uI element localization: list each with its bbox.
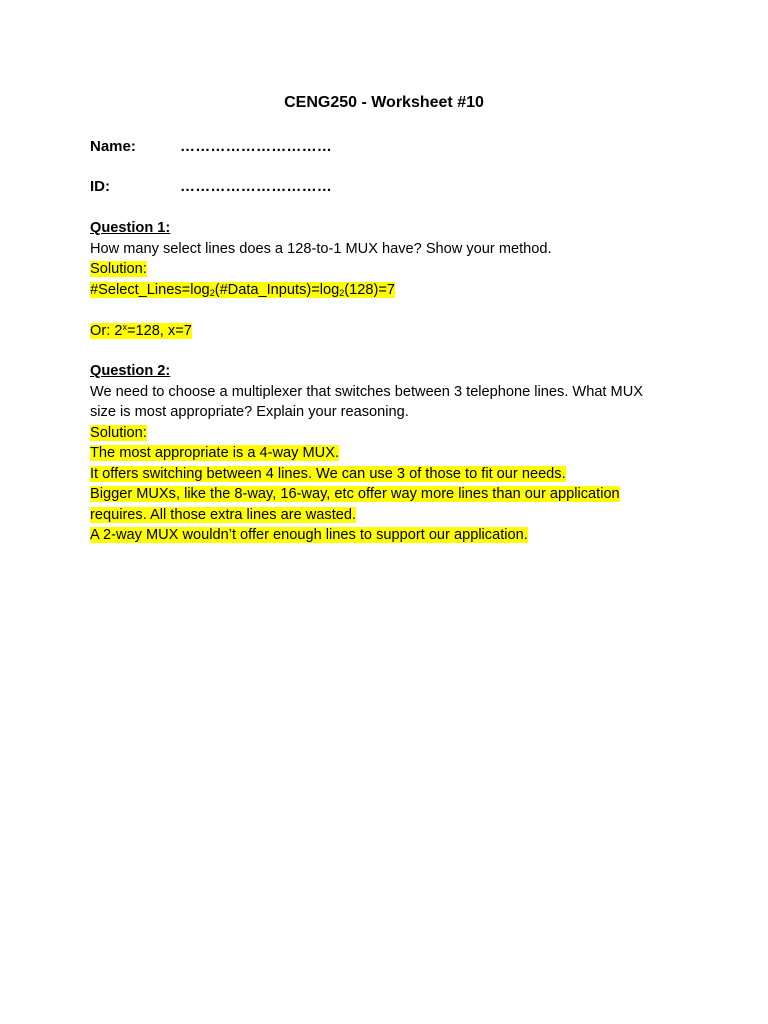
question-2-answer-line-3: Bigger MUXs, like the 8-way, 16-way, etc offer way more lines than our application [90,486,620,502]
question-1-block [90,218,690,341]
question-2-block [90,361,690,546]
question-2-solution-label: Solution: [90,424,147,441]
question-1-prompt: How many select lines does a 128-to-1 MUX have? Show your method. [90,240,552,257]
question-2-prompt-line-1: We need to choose a multiplexer that switches between 3 telephone lines. What MUX [90,383,643,400]
question-2-answer-line-5: A 2-way MUX wouldn’t offer enough lines to support our application. [90,527,528,543]
question-2-prompt-line-2: size is most appropriate? Explain your reasoning. [90,404,409,420]
name-blank: ………………………… [180,138,332,155]
id-blank: ………………………… [180,178,332,195]
name-field-row [90,137,332,157]
question-2-answer-line-4: requires. All those extra lines are wasted. [90,506,357,523]
question-2-heading: Question 2: [90,363,171,379]
name-label: Name: [90,138,136,155]
question-1-formula: $\#Select\_Lines=\log_2(\#Data\_Inputs)=\log_2(128)=7$ [90,281,395,298]
question-1-alternative: Or: $2^x=128$, x=7 [90,321,192,339]
page-title: CENG250 - Worksheet #10 [284,94,484,111]
id-label: ID: [90,178,110,195]
question-1-solution-label: Solution: [90,261,147,277]
question-1-heading: Question 1: [90,220,171,236]
id-field-row [90,177,332,197]
question-2-answer-line-1: The most appropriate is a 4-way MUX. [90,445,339,461]
question-2-answer-line-2: It offers switching between 4 lines. We can use 3 of those to fit our needs. [90,465,566,482]
